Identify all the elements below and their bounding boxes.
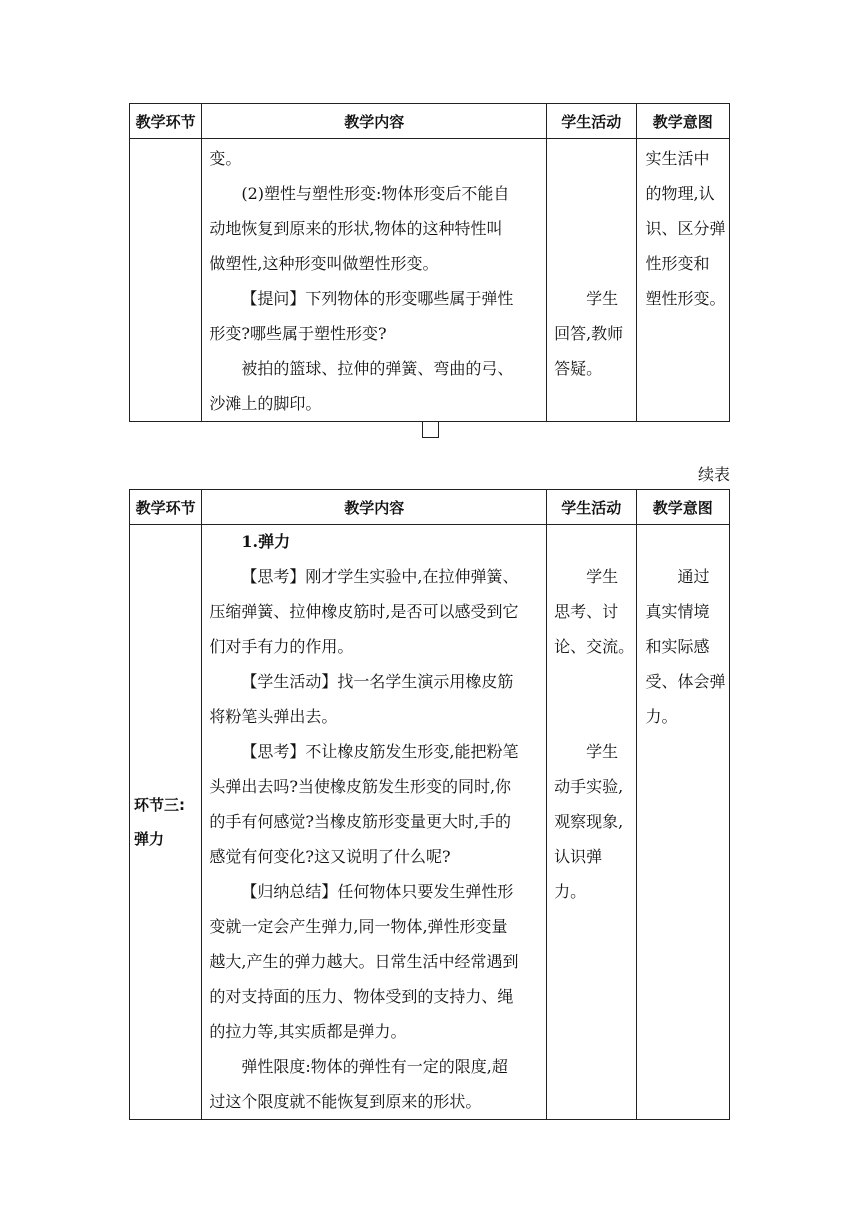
content-line: 【学生活动】找一名学生演示用橡皮筋 <box>241 672 514 691</box>
content-line: 形变?哪些属于塑性形变? <box>209 324 387 343</box>
content-line: 做塑性,这种形变叫做塑性形变。 <box>209 254 439 273</box>
activity-line: 力。 <box>554 882 587 901</box>
header-content: 教学内容 <box>202 104 547 139</box>
intent-cell <box>636 525 729 1120</box>
activity-line: 观察现象, <box>554 812 624 831</box>
header-stage: 教学环节 <box>130 104 202 139</box>
activity-line: 学生 <box>586 567 619 586</box>
content-line: 越大,产生的弹力越大。日常生活中经常遇到 <box>209 952 519 971</box>
content-line: 们对手有力的作用。 <box>209 637 354 656</box>
header-stage: 教学环节 <box>130 490 202 525</box>
section-heading: 1.弹力 <box>241 532 291 551</box>
content-line: 【归纳总结】任何物体只要发生弹性形 <box>241 882 514 901</box>
activity-line: 学生 <box>586 742 619 761</box>
content-line: 变就一定会产生弹力,同一物体,弹性形变量 <box>209 917 508 936</box>
content-line: 压缩弹簧、拉伸橡皮筋时,是否可以感受到它 <box>209 602 519 621</box>
content-line: 沙滩上的脚印。 <box>209 394 322 413</box>
intent-line: 实生活中 <box>645 149 710 168</box>
content-line: 动地恢复到原来的形状,物体的这种特性叫 <box>209 219 503 238</box>
activity-line: 回答,教师 <box>554 324 624 343</box>
intent-line: 和实际感 <box>645 637 710 656</box>
activity-cell <box>547 525 636 1120</box>
header-intent: 教学意图 <box>636 490 729 525</box>
header-activity: 学生活动 <box>547 490 636 525</box>
table-row <box>130 139 730 422</box>
intent-line: 通过 <box>677 567 710 586</box>
table-header-row <box>130 104 730 139</box>
content-line: 【思考】不让橡皮筋发生形变,能把粉笔 <box>241 742 519 761</box>
intent-line: 力。 <box>645 707 678 726</box>
content-cell <box>202 139 547 422</box>
activity-cell <box>547 139 636 422</box>
activity-line: 学生 <box>586 289 619 308</box>
content-line: 被拍的篮球、拉伸的弹簧、弯曲的弓、 <box>241 359 514 378</box>
intent-line: 识、区分弹 <box>645 219 726 238</box>
lesson-table-part2 <box>129 489 730 1120</box>
content-line: 的手有何感觉?当橡皮筋形变量更大时,手的 <box>209 812 512 831</box>
content-line: 【思考】刚才学生实验中,在拉伸弹簧、 <box>241 567 519 586</box>
lesson-table-part1 <box>129 103 730 422</box>
intent-line: 性形变和 <box>645 254 710 273</box>
activity-line: 认识弹 <box>554 847 603 866</box>
content-line: (2)塑性与塑性形变:物体形变后不能自 <box>241 184 510 203</box>
content-line: 感觉有何变化?这又说明了什么呢? <box>209 847 451 866</box>
header-content: 教学内容 <box>202 490 547 525</box>
intent-cell <box>636 139 729 422</box>
header-activity: 学生活动 <box>547 104 636 139</box>
intent-line: 塑性形变。 <box>645 289 726 308</box>
continued-label: 续表 <box>697 465 730 484</box>
content-line: 的对支持面的压力、物体受到的支持力、绳 <box>209 987 514 1006</box>
content-line: 头弹出去吗?当使橡皮筋发生形变的同时,你 <box>209 777 512 796</box>
header-intent: 教学意图 <box>636 104 729 139</box>
content-line: 变。 <box>209 149 242 168</box>
table-row <box>130 525 730 1120</box>
stage-line: 环节三: <box>134 796 185 814</box>
intent-line: 的物理,认 <box>645 184 715 203</box>
content-line: 过这个限度就不能恢复到原来的形状。 <box>209 1092 482 1111</box>
activity-line: 答疑。 <box>554 359 603 378</box>
stage-cell <box>130 139 202 422</box>
content-line: 弹性限度:物体的弹性有一定的限度,超 <box>241 1057 508 1076</box>
intent-line: 受、体会弹 <box>645 672 726 691</box>
activity-line: 思考、讨 <box>554 602 619 621</box>
content-cell <box>202 525 547 1120</box>
content-line: 的拉力等,其实质都是弹力。 <box>209 1022 407 1041</box>
content-line: 【提问】下列物体的形变哪些属于弹性 <box>241 289 514 308</box>
activity-line: 动手实验, <box>554 777 624 796</box>
page-break-box <box>422 421 439 438</box>
table-header-row <box>130 490 730 525</box>
stage-line: 弹力 <box>134 830 165 848</box>
activity-line: 论、交流。 <box>554 637 635 656</box>
intent-line: 真实情境 <box>645 602 710 621</box>
stage-cell <box>130 525 202 1120</box>
content-line: 将粉笔头弹出去。 <box>209 707 338 726</box>
